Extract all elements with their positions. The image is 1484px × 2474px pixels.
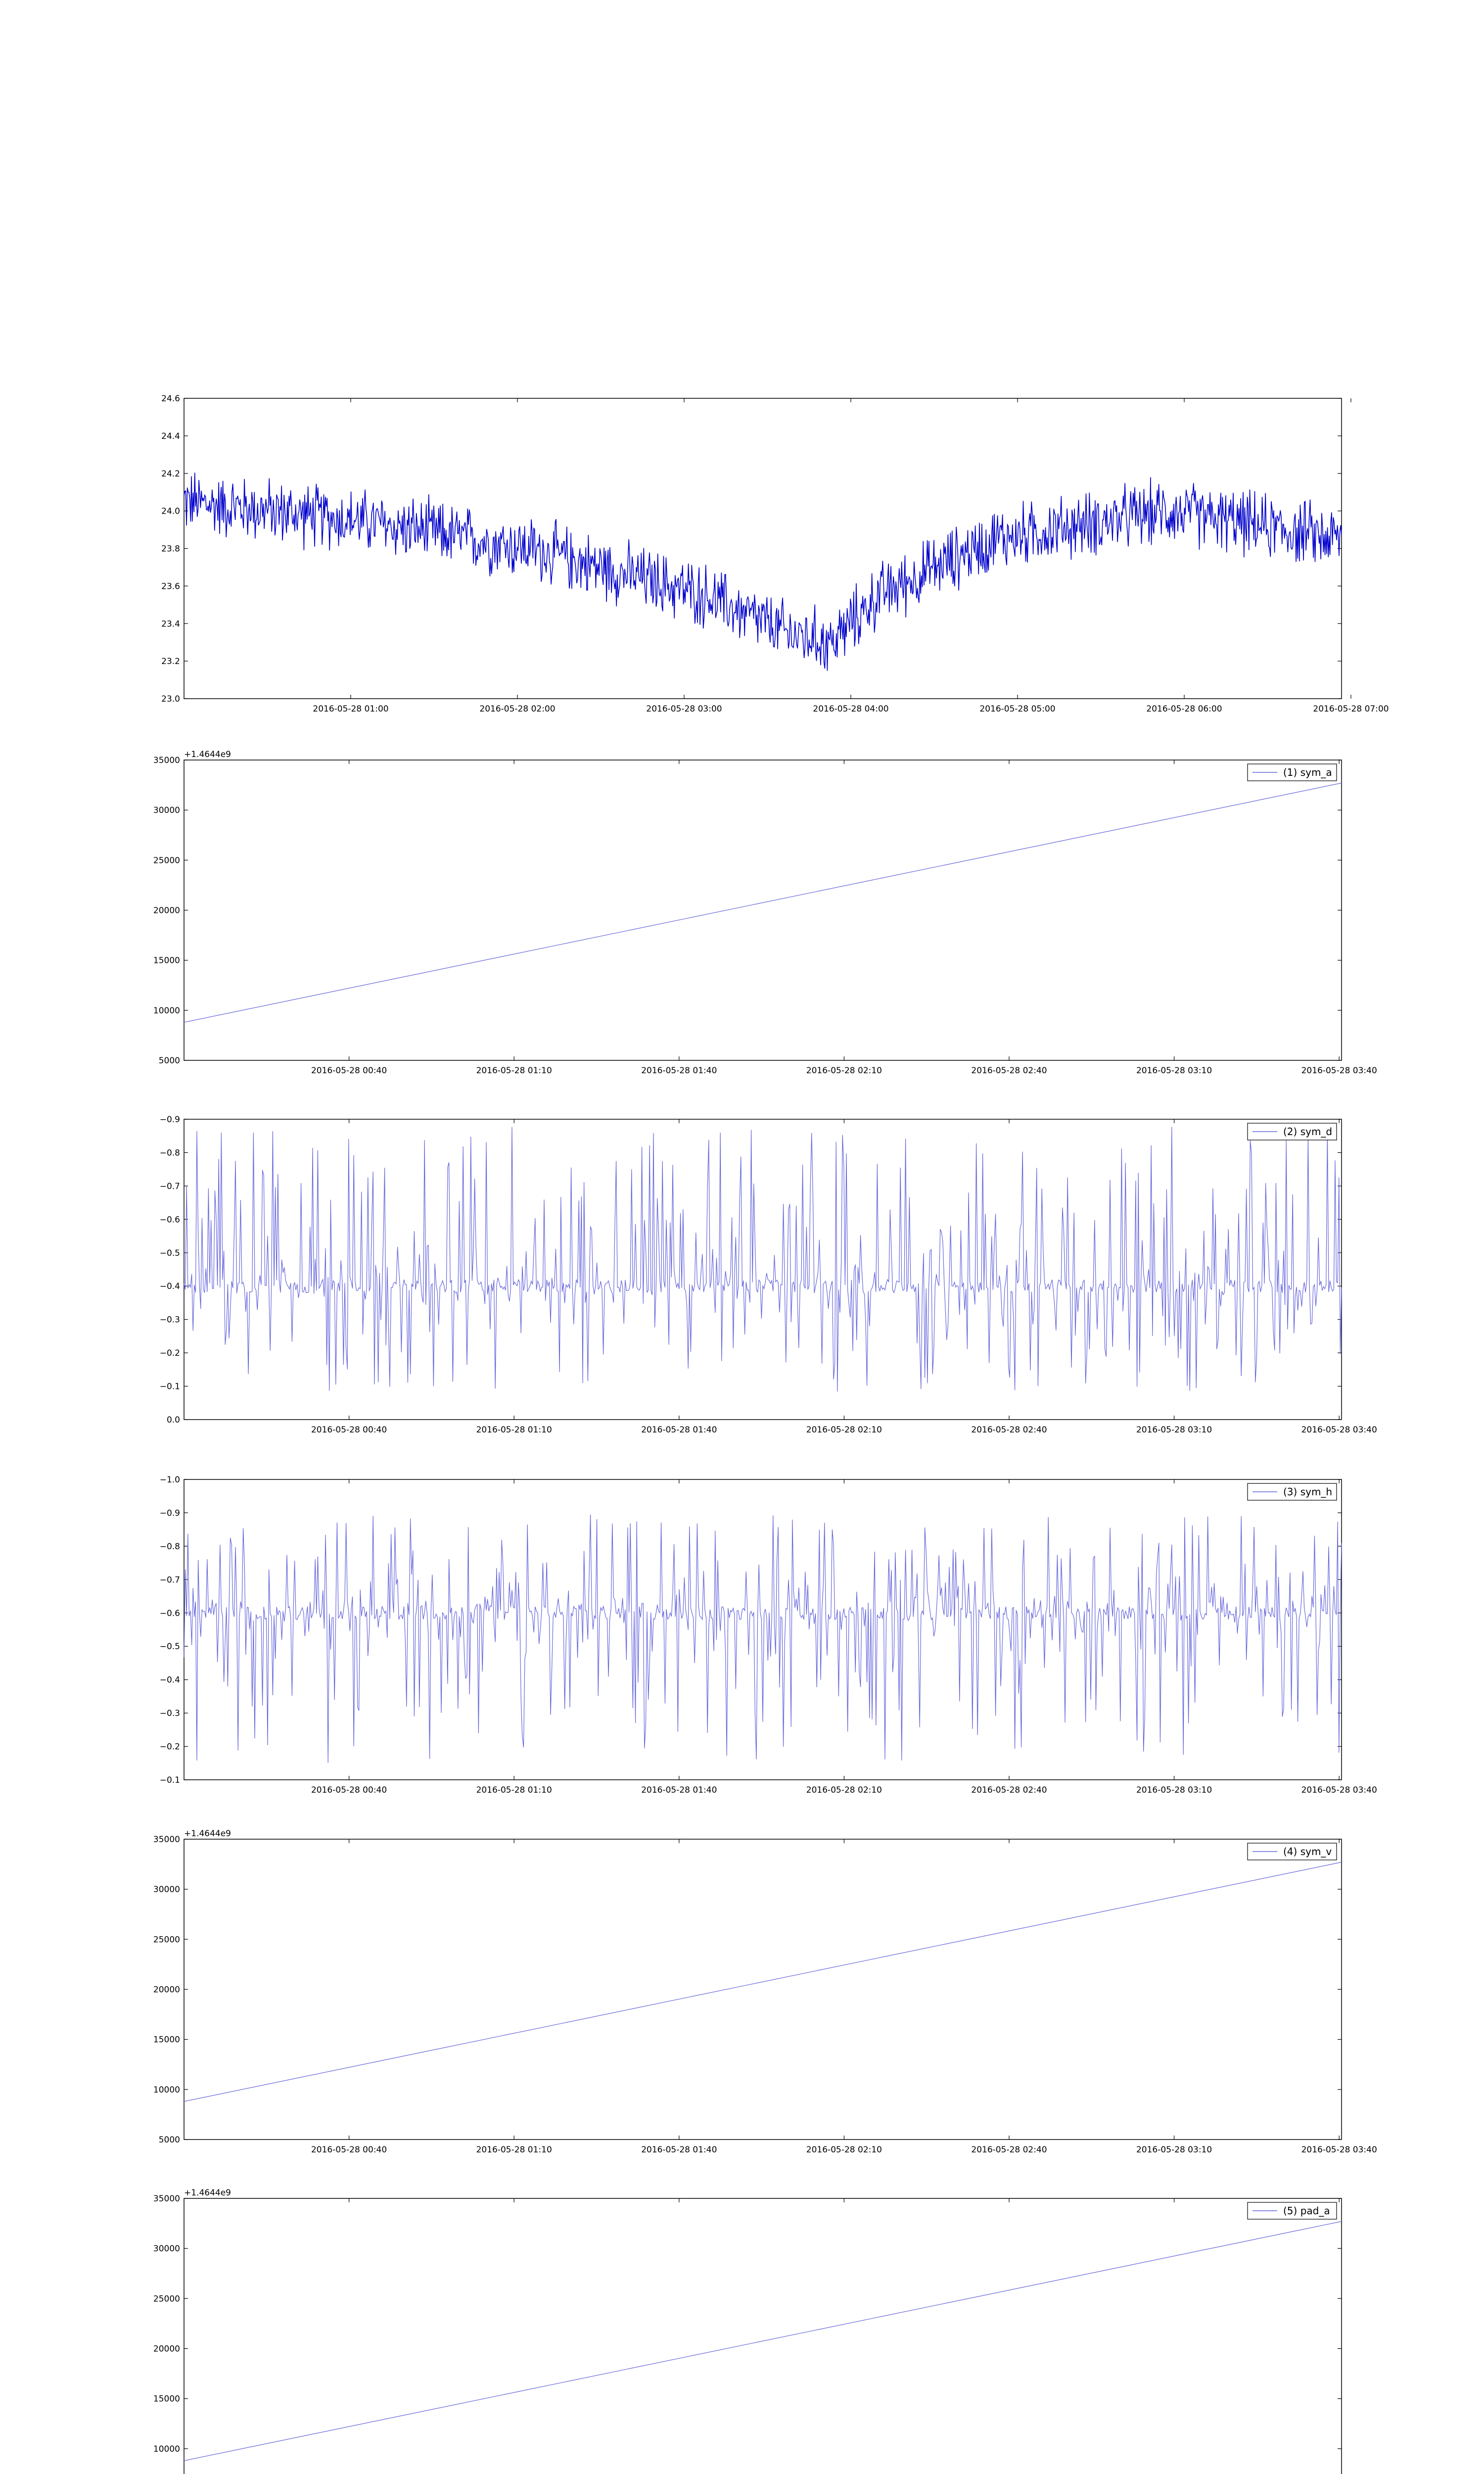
y-tick-label: 15000 [153,2035,180,2045]
y-tick-label: 24.6 [161,394,180,404]
x-tick-label: 2016-05-28 01:40 [641,2145,717,2155]
y-tick-label: −0.2 [159,1348,180,1359]
x-tick-label: 2016-05-28 02:40 [971,1425,1047,1435]
legend-label: (2) sym_d [1283,1126,1333,1138]
x-tick-label: 2016-05-28 02:40 [971,1066,1047,1076]
y-tick-label: 35000 [153,756,180,765]
x-tick-label: 2016-05-28 05:00 [979,704,1056,714]
y-tick-label: −0.5 [159,1642,180,1652]
y-tick-label: 23.2 [161,657,180,667]
x-tick-label: 2016-05-28 01:10 [476,1066,552,1076]
x-tick-label: 2016-05-28 01:10 [476,1785,552,1795]
subplot-4 [160,1475,1377,1795]
y-tick-label: −1.0 [159,1475,180,1485]
x-tick-label: 2016-05-28 03:40 [1301,1425,1377,1435]
y-tick-label: −0.8 [159,1541,180,1552]
x-tick-label: 2016-05-28 00:40 [311,2145,387,2155]
legend [1248,1843,1337,1860]
x-tick-label: 2016-05-28 03:10 [1136,1785,1212,1795]
legend-label: (1) sym_a [1283,766,1332,778]
series-line [184,783,1342,1023]
y-tick-label: 10000 [153,2444,180,2454]
y-tick-label: 23.4 [161,619,180,629]
x-tick-label: 2016-05-28 04:00 [813,704,889,714]
legend [1248,1123,1337,1140]
subplot-5 [153,1829,1377,2155]
legend [1248,1483,1337,1500]
x-tick-label: 2016-05-28 00:40 [311,1425,387,1435]
y-tick-label: 25000 [153,856,180,866]
subplot-6 [153,2188,1377,2474]
y-tick-label: 35000 [153,2194,180,2204]
axes-frame [184,1839,1342,2140]
y-tick-label: 25000 [153,1935,180,1945]
x-tick-label: 2016-05-28 02:10 [806,1785,882,1795]
y-tick-label: 10000 [153,2085,180,2095]
axis-offset-text: +1.4644e9 [184,750,232,760]
y-tick-label: −0.9 [159,1115,180,1125]
x-tick-label: 2016-05-28 02:10 [806,1066,882,1076]
series-line [184,2222,1342,2461]
x-tick-label: 2016-05-28 02:40 [971,1785,1047,1795]
subplot-1 [161,394,1389,714]
y-tick-label: −0.9 [159,1508,180,1519]
x-tick-label: 2016-05-28 03:10 [1136,2145,1212,2155]
y-tick-label: −0.8 [159,1148,180,1158]
x-tick-label: 2016-05-28 03:40 [1301,1066,1377,1076]
x-tick-label: 2016-05-28 02:10 [806,1425,882,1435]
x-tick-label: 2016-05-28 07:00 [1313,704,1389,714]
axis-offset-text: +1.4644e9 [184,2188,232,2198]
x-tick-label: 2016-05-28 01:10 [476,2145,552,2155]
x-tick-label: 2016-05-28 02:10 [806,2145,882,2155]
legend [1248,2202,1337,2219]
subplot-3 [160,1115,1377,1435]
y-tick-label: 30000 [153,806,180,816]
y-tick-label: −0.4 [159,1282,180,1292]
y-tick-label: 20000 [153,1985,180,1995]
y-tick-label: 23.0 [161,694,180,704]
legend-label: (5) pad_a [1283,2205,1330,2217]
y-tick-label: −0.4 [159,1675,180,1685]
axes-frame [184,760,1342,1060]
x-tick-label: 2016-05-28 02:40 [971,2145,1047,2155]
x-tick-label: 2016-05-28 03:40 [1301,2145,1377,2155]
y-tick-label: −0.7 [159,1181,180,1191]
y-tick-label: −0.1 [159,1775,180,1785]
x-tick-label: 2016-05-28 06:00 [1146,704,1222,714]
y-tick-label: −0.7 [159,1575,180,1585]
x-tick-label: 2016-05-28 01:10 [476,1425,552,1435]
y-tick-label: 0.0 [166,1415,180,1425]
y-tick-label: 23.8 [161,544,180,554]
y-tick-label: −0.6 [159,1215,180,1225]
y-tick-label: 15000 [153,2394,180,2404]
y-tick-label: 24.4 [161,431,180,441]
y-tick-label: 25000 [153,2294,180,2304]
series-line [184,1862,1342,2102]
x-tick-label: 2016-05-28 01:00 [313,704,389,714]
x-tick-label: 2016-05-28 03:10 [1136,1425,1212,1435]
x-tick-label: 2016-05-28 03:00 [646,704,722,714]
y-tick-label: −0.1 [159,1381,180,1392]
y-tick-label: 23.6 [161,581,180,592]
axes-frame [184,1479,1342,1780]
series-line [184,473,1342,670]
y-tick-label: −0.6 [159,1608,180,1618]
y-tick-label: 20000 [153,2344,180,2354]
legend-label: (3) sym_h [1283,1486,1333,1498]
y-tick-label: 30000 [153,1885,180,1895]
x-tick-label: 2016-05-28 00:40 [311,1066,387,1076]
x-tick-label: 2016-05-28 00:40 [311,1785,387,1795]
y-tick-label: 20000 [153,905,180,916]
y-tick-label: 24.0 [161,506,180,517]
x-tick-label: 2016-05-28 01:40 [641,1785,717,1795]
y-tick-label: −0.3 [159,1315,180,1325]
y-tick-label: −0.2 [159,1742,180,1752]
series-line [184,1515,1342,1763]
axes-frame [184,398,1342,699]
axis-offset-text: +1.4644e9 [184,1829,232,1839]
y-tick-label: 15000 [153,955,180,966]
y-tick-label: 24.2 [161,469,180,479]
x-tick-label: 2016-05-28 03:40 [1301,1785,1377,1795]
y-tick-label: 10000 [153,1005,180,1016]
x-tick-label: 2016-05-28 01:40 [641,1425,717,1435]
x-tick-label: 2016-05-28 03:10 [1136,1066,1212,1076]
y-tick-label: −0.5 [159,1248,180,1258]
x-tick-label: 2016-05-28 02:00 [479,704,556,714]
y-tick-label: 30000 [153,2244,180,2254]
subplot-2 [153,750,1377,1076]
y-tick-label: 5000 [158,2135,180,2145]
y-tick-label: 35000 [153,1835,180,1845]
legend-label: (4) sym_v [1283,1846,1332,1857]
y-tick-label: −0.3 [159,1709,180,1719]
y-tick-label: 5000 [158,1056,180,1066]
axes-frame [184,2198,1342,2474]
x-tick-label: 2016-05-28 01:40 [641,1066,717,1076]
series-line [184,1127,1342,1391]
legend [1248,764,1337,781]
